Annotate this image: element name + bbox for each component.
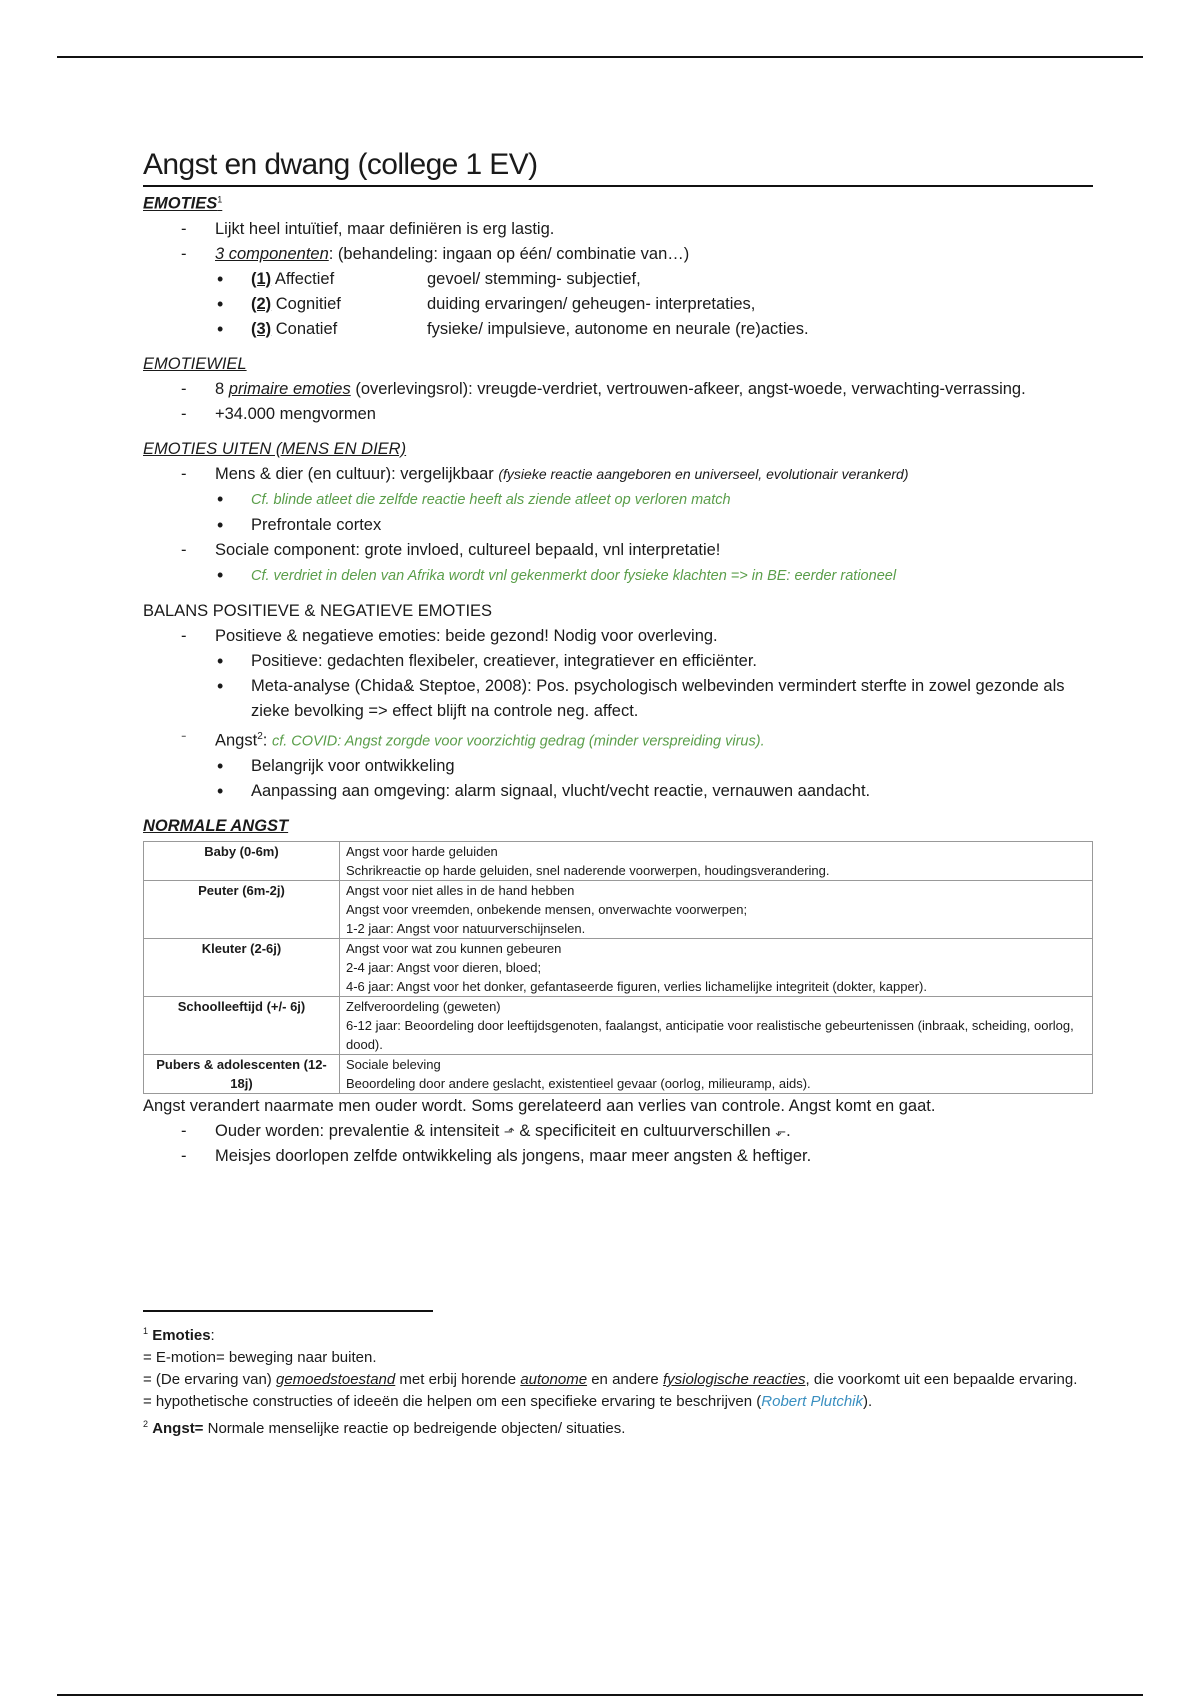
footnotes (143, 1320, 1093, 1440)
list-item: • Belangrijk voor ontwikkeling (215, 754, 1093, 779)
paragraph: Angst verandert naarmate men ouder wordt. Soms gerelateerd aan verlies van controle. Angst komt en gaat. (143, 1097, 936, 1115)
list-item: - 8 primaire emoties (overlevingsrol): vreugde-verdriet, vertrouwen-afkeer, angst-woede, verwachting-verrassing. (143, 377, 1093, 402)
age-cell: Schoolleeftijd (+/- 6j) (144, 997, 340, 1055)
list-item: - Positieve & negatieve emoties: beide gezond! Nodig voor overleving. • Positieve: gedachten flexibeler, creatiever, integratiever en efficiënter. • Meta-analyse (Chida& Steptoe, 2008): Pos. psychologisch welbevinden vermindert sterfte in zowel gezonde als zieke bevolking => effect blijft na controle neg. affect. (143, 624, 1093, 724)
age-cell: Baby (0-6m) (144, 842, 340, 881)
top-rule (57, 56, 1143, 58)
arrow-up-right-icon: ⬏ (503, 1124, 515, 1139)
list-item: • Cf. verdriet in delen van Afrika wordt vnl gekenmerkt door fysieke klachten => in BE: eerder rationeel (215, 563, 1093, 589)
table-row (144, 939, 1093, 997)
table-row (144, 1055, 1093, 1094)
table-row (144, 997, 1093, 1055)
list-item: - Mens & dier (en cultuur): vergelijkbaar (fysieke reactie aangeboren en universeel, evolutionair verankerd) • Cf. blinde atleet die zelfde reactie heeft als ziende atleet op verloren match • Prefrontale cortex (143, 462, 1093, 538)
author-link[interactable]: Robert Plutchik (761, 1393, 863, 1410)
list-item: - Sociale component: grote invloed, cultureel bepaald, vnl interpretatie! • Cf. verdriet in delen van Afrika wordt vnl gekenmerkt door fysieke klachten => in BE: eerder rationeel (143, 538, 1093, 589)
description-cell: Angst voor niet alles in de hand hebben Angst voor vreemden, onbekende mensen, onverwachte voorwerpen; 1-2 jaar: Angst voor natuurverschijnselen. (340, 881, 1093, 939)
list-item: • Prefrontale cortex (215, 513, 1093, 538)
section-header: EMOTIEWIEL (143, 354, 247, 373)
age-cell: Peuter (6m-2j) (144, 881, 340, 939)
list-item: - +34.000 mengvormen (143, 402, 1093, 427)
angst-table (143, 841, 1093, 1094)
footnote-ref[interactable]: 2 (257, 730, 263, 742)
list-item: - Meisjes doorlopen zelfde ontwikkeling als jongens, maar meer angsten & heftiger. (143, 1144, 1093, 1169)
component-item: • (2) Cognitief duiding ervaringen/ geheugen- interpretaties, (215, 292, 1093, 317)
table-row (144, 842, 1093, 881)
footnote-ref[interactable]: 1 (217, 194, 223, 204)
list-item: - Lijkt heel intuïtief, maar definiëren is erg lastig. (143, 217, 1093, 242)
arrow-down-left-icon: ⬐ (775, 1124, 787, 1139)
component-item: • (3) Conatief fysieke/ impulsieve, autonome en neurale (re)acties. (215, 317, 1093, 342)
list-item: - 3 componenten: (behandeling: ingaan op één/ combinatie van…) • (1) Affectief gevoel/ stemming- subjectief, • (2) Cognitief duiding ervaringen/ geheugen- interpretaties, • (3) Conatief fysieke/ impulsieve, autonome en neurale (re)acties. (143, 242, 1093, 342)
list-item: • Positieve: gedachten flexibeler, creatiever, integratiever en efficiënter. (215, 649, 1093, 674)
description-cell: Angst voor harde geluiden Schrikreactie op harde geluiden, snel naderende voorwerpen, houdingsverandering. (340, 842, 1093, 881)
list-item: - Angst$^2$: cf. COVID: Angst zorgde voor voorzichtig gedrag (minder verspreiding virus). • Belangrijk voor ontwikkeling • Aanpassing aan omgeving: alarm signaal, vlucht/vecht reactie, vernauwen aandacht. (143, 724, 1093, 805)
section-header: EMOTIES UITEN (MENS EN DIER) (143, 439, 407, 458)
footnote-line: = E-motion= beweging naar buiten. (143, 1349, 377, 1366)
age-cell: Kleuter (2-6j) (144, 939, 340, 997)
age-cell: Pubers & adolescenten (12-18j) (144, 1055, 340, 1094)
footnote-1-title: $^1$ Emoties: (143, 1326, 215, 1344)
section-header: EMOTIES$^1$ (143, 194, 223, 213)
table-row (144, 881, 1093, 939)
section-emoties-uiten (143, 437, 1093, 589)
section-emoties (143, 187, 1093, 342)
description-cell: Sociale beleving Beoordeling door andere geslacht, existentieel gevaar (oorlog, milieuramp, aids). (340, 1055, 1093, 1094)
bottom-rule (57, 1694, 1143, 1696)
footnote-line: = (De ervaring van) gemoedstoestand met erbij horende autonome en andere fysiologische reacties, die voorkomt uit een bepaalde ervaring. (143, 1371, 1078, 1388)
list-item: - Ouder worden: prevalentie & intensiteit ⬏ & specificiteit en cultuurverschillen ⬐. (143, 1119, 1093, 1144)
document-body (143, 146, 1093, 1169)
page-title: Angst en dwang (college 1 EV) (143, 146, 1093, 187)
component-item: • (1) Affectief gevoel/ stemming- subjectief, (215, 267, 1093, 292)
description-cell: Angst voor wat zou kunnen gebeuren 2-4 jaar: Angst voor dieren, bloed; 4-6 jaar: Angst voor het donker, gefantaseerde figuren, verlies lichamelijke integriteit (dokter, kapper). (340, 939, 1093, 997)
section-normale-angst (143, 814, 1093, 1169)
description-cell: Zelfveroordeling (geweten) 6-12 jaar: Beoordeling door leeftijdsgenoten, faalangst, anticipatie voor realistische gebeurtenissen (inbraak, scheiding, oorlog, dood). (340, 997, 1093, 1055)
footnote-separator (143, 1310, 433, 1312)
footnote-line: = hypothetische constructies of ideeën die helpen om een specifieke ervaring te beschrijven (Robert Plutchik). (143, 1393, 873, 1410)
section-header: NORMALE ANGST (143, 817, 289, 835)
list-item: • Aanpassing aan omgeving: alarm signaal, vlucht/vecht reactie, vernauwen aandacht. (215, 779, 1093, 804)
list-item: • Meta-analyse (Chida& Steptoe, 2008): Pos. psychologisch welbevinden vermindert sterfte in zowel gezonde als zieke bevolking => effect blijft na controle neg. affect. (215, 674, 1093, 724)
footnote-2: $^2$ Angst= Normale menselijke reactie op bedreigende objecten/ situaties. (143, 1419, 626, 1437)
list-item: • Cf. blinde atleet die zelfde reactie heeft als ziende atleet op verloren match (215, 487, 1093, 513)
section-balans (143, 599, 1093, 805)
section-header: BALANS POSITIEVE & NEGATIEVE EMOTIES (143, 601, 493, 620)
section-emotiewiel (143, 352, 1093, 427)
